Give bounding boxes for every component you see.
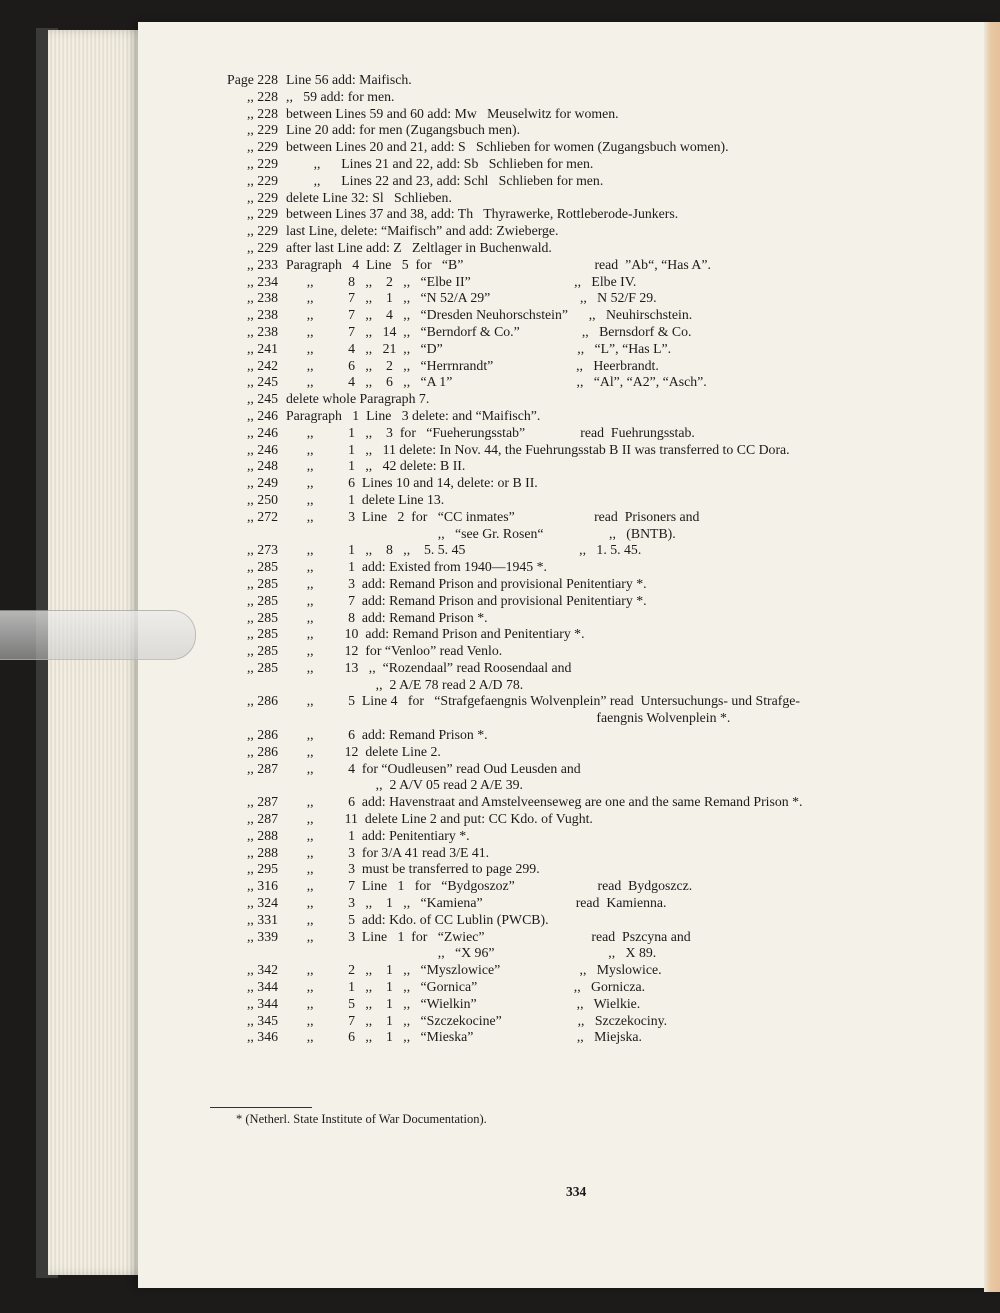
correction-text: ,, 59 add: for men. (286, 88, 395, 104)
errata-line (218, 945, 978, 962)
errata-line (218, 878, 978, 895)
page-ref: ,, 229 (246, 172, 278, 188)
correction-text: ,, 1 delete Line 13. (286, 491, 445, 507)
page-ref: ,, 345 (246, 1012, 278, 1028)
correction-text: delete whole Paragraph 7. (286, 391, 430, 407)
page-ref: ,, 246 (246, 424, 278, 440)
page-ref: ,, 285 (246, 609, 278, 625)
errata-line (218, 610, 978, 627)
errata-line (218, 341, 978, 358)
page-ref: ,, 295 (246, 861, 278, 877)
errata-line (218, 408, 978, 425)
page-number: 334 (566, 1184, 587, 1199)
footnote: * (Netherl. State Institute of War Documentation). (236, 1112, 487, 1126)
page-ref: ,, 228 (246, 88, 278, 104)
correction-text: ,, 12 delete Line 2. (286, 743, 441, 759)
errata-line (218, 492, 978, 509)
errata-line (218, 1029, 978, 1046)
page-ref: Page 228 (227, 72, 278, 87)
correction-text: ,, 3 ,, 1 ,, “Kamiena” read Kamienna. (286, 895, 667, 911)
page-ref: ,, 272 (246, 508, 278, 524)
correction-text: ,, 5 add: Kdo. of CC Lublin (PWCB). (286, 911, 549, 927)
errata-line (218, 996, 978, 1013)
page-ref: ,, 250 (246, 491, 278, 507)
errata-line (218, 425, 978, 442)
page-ref: ,, 241 (246, 340, 278, 356)
errata-line (218, 895, 978, 912)
page-ref: ,, 287 (246, 794, 278, 810)
page-ref: ,, 285 (246, 626, 278, 642)
correction-text: Paragraph 4 Line 5 for “B” read ”Ab“, “Has A”. (286, 256, 711, 272)
correction-text: ,, 6 add: Havenstraat and Amstelveenseweg are one and the same Remand Prison *. (286, 794, 803, 810)
errata-line (218, 307, 978, 324)
footnote-rule (210, 1107, 312, 1108)
correction-text: ,, 11 delete Line 2 and put: CC Kdo. of Vught. (286, 811, 593, 827)
errata-line (218, 677, 978, 694)
correction-text: faengnis Wolvenplein *. (286, 710, 731, 726)
correction-text: ,, 4 for “Oudleusen” read Oud Leusden and (286, 760, 581, 776)
page-ref: ,, 286 (246, 727, 278, 743)
page-ref: ,, 229 (246, 122, 278, 138)
errata-line (218, 526, 978, 543)
errata-line (218, 223, 978, 240)
correction-text: after last Line add: Z Zeltlager in Buchenwald. (286, 239, 552, 255)
page-ref: ,, 287 (246, 811, 278, 827)
correction-text: ,, 2 ,, 1 ,, “Myszlowice” ,, Myslowice. (286, 962, 662, 978)
correction-text: ,, 6 ,, 2 ,, “Herrnrandt” ,, Heerbrandt. (286, 357, 659, 373)
errata-line (218, 710, 978, 727)
errata-line (218, 374, 978, 391)
correction-text: ,, 3 Line 2 for “CC inmates” read Prisoners and (286, 508, 700, 524)
page-ref: ,, 245 (246, 374, 278, 390)
page-ref: ,, 285 (246, 659, 278, 675)
errata-line (218, 89, 978, 106)
errata-line (218, 206, 978, 223)
errata-line (218, 761, 978, 778)
page-ref: ,, 286 (246, 743, 278, 759)
errata-line (218, 593, 978, 610)
correction-text: ,, 7 ,, 4 ,, “Dresden Neuhorschstein” ,, Neuhirschstein. (286, 307, 693, 323)
page-ref: ,, 331 (246, 911, 278, 927)
errata-list (218, 72, 978, 1046)
page-ref: ,, 229 (246, 189, 278, 205)
errata-line (218, 660, 978, 677)
correction-text: Line 20 add: for men (Zugangsbuch men). (286, 122, 521, 138)
correction-text: ,, 2 A/E 78 read 2 A/D 78. (286, 676, 524, 692)
page-ref: ,, 246 (246, 407, 278, 423)
errata-line (218, 861, 978, 878)
errata-line (218, 173, 978, 190)
errata-line (218, 912, 978, 929)
correction-text: ,, 7 ,, 14 ,, “Berndorf & Co.” ,, Bernsdorf & Co. (286, 323, 692, 339)
errata-line (218, 576, 978, 593)
correction-text: between Lines 59 and 60 add: Mw Meuselwitz for women. (286, 105, 619, 121)
errata-line (218, 122, 978, 139)
errata-line (218, 190, 978, 207)
errata-line (218, 324, 978, 341)
correction-text: ,, 8 ,, 2 ,, “Elbe II” ,, Elbe IV. (286, 273, 637, 289)
errata-line (218, 727, 978, 744)
errata-line (218, 257, 978, 274)
page-ref: ,, 242 (246, 357, 278, 373)
errata-line (218, 643, 978, 660)
correction-text: ,, 6 Lines 10 and 14, delete: or B II. (286, 475, 538, 491)
errata-line (218, 442, 978, 459)
page-ref: ,, 229 (246, 155, 278, 171)
errata-line (218, 458, 978, 475)
errata-line (218, 290, 978, 307)
errata-line (218, 979, 978, 996)
errata-line (218, 845, 978, 862)
errata-line (218, 794, 978, 811)
correction-text: ,, 1 ,, 1 ,, “Gornica” ,, Gornicza. (286, 979, 646, 995)
page-ref: ,, 273 (246, 542, 278, 558)
errata-line (218, 542, 978, 559)
errata-line (218, 744, 978, 761)
correction-text: ,, 6 add: Remand Prison *. (286, 727, 488, 743)
page-ref: ,, 285 (246, 559, 278, 575)
page-ref: ,, 287 (246, 760, 278, 776)
errata-line (218, 509, 978, 526)
correction-text: ,, 5 ,, 1 ,, “Wielkin” ,, Wielkie. (286, 995, 641, 1011)
correction-text: ,, 3 for 3/A 41 read 3/E 41. (286, 844, 490, 860)
correction-text: ,, 2 A/V 05 read 2 A/E 39. (286, 777, 523, 793)
page-ref: ,, 288 (246, 827, 278, 843)
errata-line (218, 72, 978, 89)
errata-line (218, 626, 978, 643)
correction-text: ,, 6 ,, 1 ,, “Mieska” ,, Miejska. (286, 1029, 643, 1045)
correction-text: ,, 3 add: Remand Prison and provisional Penitentiary *. (286, 575, 647, 591)
correction-text: Line 56 add: Maifisch. (286, 72, 412, 87)
correction-text: between Lines 37 and 38, add: Th Thyrawerke, Rottleberode-Junkers. (286, 206, 679, 222)
page-ref: ,, 229 (246, 223, 278, 239)
page-ref: ,, 288 (246, 844, 278, 860)
bookmark-tab[interactable] (0, 610, 196, 660)
errata-line (218, 139, 978, 156)
correction-text: ,, 1 ,, 8 ,, 5. 5. 45 ,, 1. 5. 45. (286, 542, 642, 558)
correction-text: ,, 7 Line 1 for “Bydgoszoz” read Bydgoszcz. (286, 878, 693, 894)
correction-text: ,, “see Gr. Rosen“ ,, (BNTB). (286, 525, 676, 541)
correction-text: ,, 7 ,, 1 ,, “N 52/A 29” ,, N 52/F 29. (286, 290, 657, 306)
correction-text: Paragraph 1 Line 3 delete: and “Maifisch”. (286, 407, 541, 423)
page-ref: ,, 249 (246, 475, 278, 491)
correction-text: ,, 4 ,, 21 ,, “D” ,, “L”, “Has L”. (286, 340, 672, 356)
correction-text: ,, 3 must be transferred to page 299. (286, 861, 540, 877)
correction-text: last Line, delete: “Maifisch” and add: Zwieberge. (286, 223, 559, 239)
errata-line (218, 475, 978, 492)
page-ref: ,, 285 (246, 643, 278, 659)
errata-line (218, 1013, 978, 1030)
page-ref: ,, 324 (246, 895, 278, 911)
correction-text: ,, 10 add: Remand Prison and Penitentiary *. (286, 626, 585, 642)
page-ref: ,, 248 (246, 458, 278, 474)
correction-text: delete Line 32: Sl Schlieben. (286, 189, 452, 205)
page-ref: ,, 342 (246, 962, 278, 978)
errata-line (218, 358, 978, 375)
page-ref: ,, 316 (246, 878, 278, 894)
errata-line (218, 559, 978, 576)
page-ref: ,, 344 (246, 979, 278, 995)
page-ref: ,, 246 (246, 441, 278, 457)
page-ref: ,, 229 (246, 239, 278, 255)
correction-text: ,, 13 ,, “Rozendaal” read Roosendaal and (286, 659, 572, 675)
errata-line (218, 777, 978, 794)
page-ref: ,, 233 (246, 256, 278, 272)
errata-line (218, 391, 978, 408)
correction-text: ,, “X 96” ,, X 89. (286, 945, 657, 961)
errata-line (218, 929, 978, 946)
page-ref: ,, 344 (246, 995, 278, 1011)
correction-text: ,, 8 add: Remand Prison *. (286, 609, 488, 625)
page-ref: ,, 238 (246, 323, 278, 339)
correction-text: ,, Lines 22 and 23, add: Schl Schlieben for men. (286, 172, 604, 188)
page-ref: ,, 346 (246, 1029, 278, 1045)
errata-line (218, 274, 978, 291)
correction-text: ,, 1 ,, 3 for “Fueherungsstab” read Fuehrungsstab. (286, 424, 695, 440)
correction-text: ,, Lines 21 and 22, add: Sb Schlieben for men. (286, 155, 594, 171)
page-ref: ,, 228 (246, 105, 278, 121)
errata-line (218, 106, 978, 123)
errata-line (218, 693, 978, 710)
correction-text: ,, 1 add: Existed from 1940—1945 *. (286, 559, 547, 575)
errata-line (218, 811, 978, 828)
correction-text: ,, 1 ,, 42 delete: B II. (286, 458, 466, 474)
correction-text: between Lines 20 and 21, add: S Schlieben for women (Zugangsbuch women). (286, 139, 729, 155)
page-ref: ,, 285 (246, 575, 278, 591)
page-ref: ,, 339 (246, 928, 278, 944)
page-ref: ,, 234 (246, 273, 278, 289)
page-ref: ,, 229 (246, 206, 278, 222)
correction-text: ,, 5 Line 4 for “Strafgefaengnis Wolvenplein” read Untersuchungs- und Strafge- (286, 693, 800, 709)
page-ref: ,, 285 (246, 592, 278, 608)
correction-text: ,, 1 add: Penitentiary *. (286, 827, 470, 843)
correction-text: ,, 1 ,, 11 delete: In Nov. 44, the Fuehrungsstab B II was transferred to CC Dora. (286, 441, 790, 457)
page-ref: ,, 238 (246, 307, 278, 323)
errata-line (218, 828, 978, 845)
correction-text: ,, 7 add: Remand Prison and provisional Penitentiary *. (286, 592, 647, 608)
next-page-edge (984, 22, 1000, 1292)
correction-text: ,, 3 Line 1 for “Zwiec” read Pszcyna and (286, 928, 691, 944)
errata-line (218, 962, 978, 979)
page-ref: ,, 245 (246, 391, 278, 407)
errata-line (218, 240, 978, 257)
page-ref: ,, 286 (246, 693, 278, 709)
correction-text: ,, 4 ,, 6 ,, “A 1” ,, “Al”, “A2”, “Asch”. (286, 374, 707, 390)
correction-text: ,, 12 for “Venloo” read Venlo. (286, 643, 503, 659)
errata-line (218, 156, 978, 173)
page-ref: ,, 238 (246, 290, 278, 306)
page-ref: ,, 229 (246, 139, 278, 155)
correction-text: ,, 7 ,, 1 ,, “Szczekocine” ,, Szczekociny. (286, 1012, 668, 1028)
